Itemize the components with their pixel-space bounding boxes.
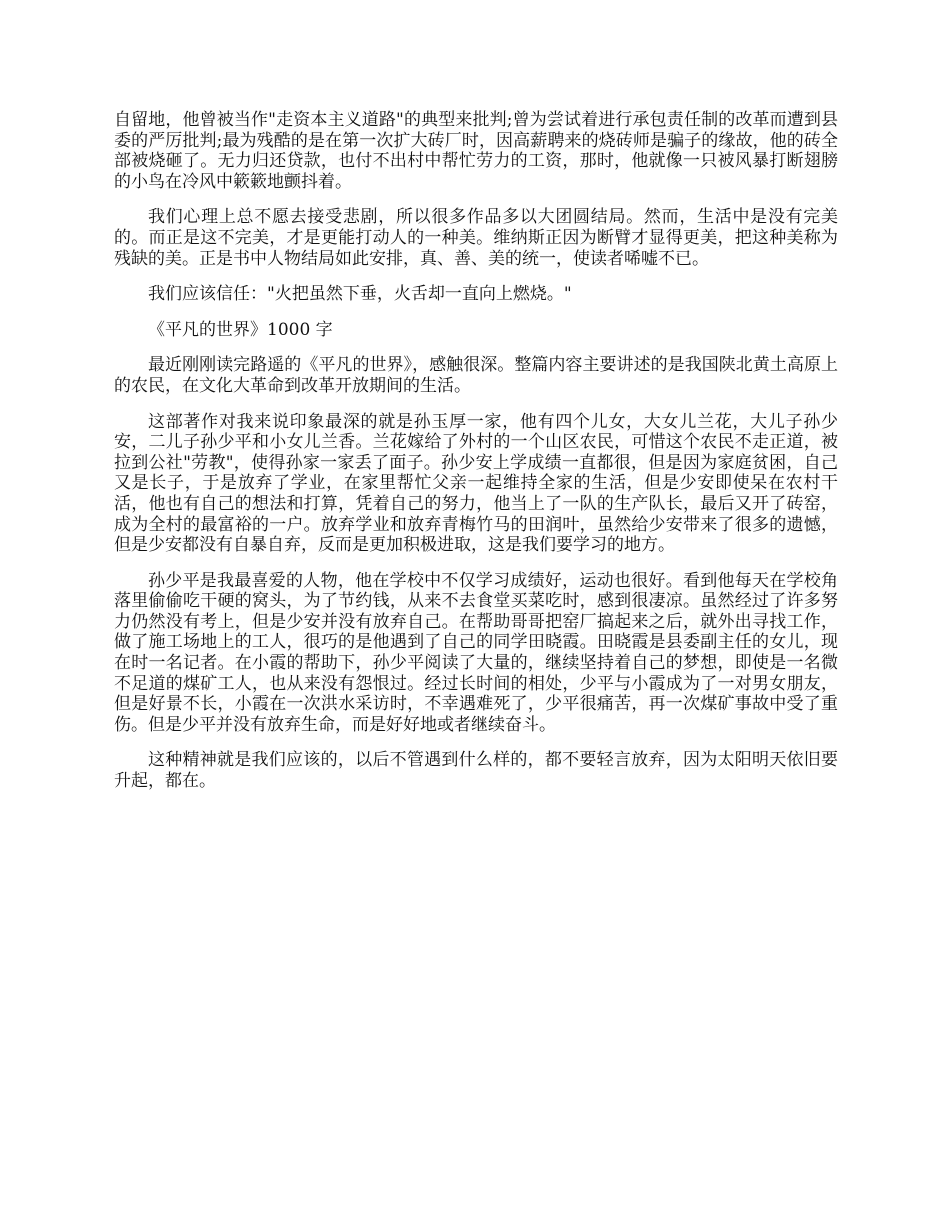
paragraph-8: 这种精神就是我们应该的，以后不管遇到什么样的，都不要轻言放弃，因为太阳明天依旧要升起，都在。 bbox=[114, 750, 838, 792]
paragraph-3: 我们应该信任："火把虽然下垂，火舌却一直向上燃烧。" bbox=[148, 284, 572, 305]
paragraph-1: 自留地，他曾被当作"走资本主义道路"的典型来批判;曾为尝试着进行承包责任制的改革而遭到县委的严厉批判;最为残酷的是在第一次扩大砖厂时，因高薪聘来的烧砖师是骗子的缘故，他的砖全部被烧砸了。无力归还贷款，也付不出村中帮忙劳力的工资，那时，他就像一只被风暴打断翅膀的小鸟在冷风中簌簌地颤抖着。 bbox=[114, 110, 838, 192]
section-title: 《平凡的世界》1000 字 bbox=[148, 319, 333, 340]
paragraph-7: 孙少平是我最喜爱的人物，他在学校中不仅学习成绩好，运动也很好。看到他每天在学校角落里偷偷吃干硬的窝头，为了节约钱，从来不去食堂买菜吃时，感到很凄凉。虽然经过了许多努力仍然没有考上，但是少安并没有放弃自己。在帮助哥哥把窑厂搞起来之后，就外出寻找工作，做了施工场地上的工人，很巧的是他遇到了自己的同学田晓霞。田晓霞是县委副主任的女儿，现在时一名记者。在小霞的帮助下，孙少平阅读了大量的，继续坚持着自己的梦想，即使是一名微不足道的煤矿工人，也从来没有怨恨过。经过长时间的相处，少平与小霞成为了一对男女朋友，但是好景不长，小霞在一次洪水采访时，不幸遇难死了，少平很痛苦，再一次煤矿事故中受了重伤。但是少平并没有放弃生命，而是好好地或者继续奋斗。 bbox=[114, 570, 838, 735]
paragraph-5: 最近刚刚读完路遥的《平凡的世界》，感触很深。整篇内容主要讲述的是我国陕北黄土高原上的农民，在文化大革命到改革开放期间的生活。 bbox=[114, 355, 838, 396]
paragraph-6: 这部著作对我来说印象最深的就是孙玉厚一家，他有四个儿女，大女儿兰花，大儿子孙少安，二儿子孙少平和小女儿兰香。兰花嫁给了外村的一个山区农民，可惜这个农民不走正道，被拉到公社"劳教"，使得孙家一家丢了面子。孙少安上学成绩一直都很，但是因为家庭贫困，自己又是长子，于是放弃了学业，在家里帮忙父亲一起维持全家的生活，但是少安即使呆在农村干活，他也有自己的想法和打算，凭着自己的努力，他当上了一队的生产队长，最后又开了砖窑，成为全村的最富裕的一户。放弃学业和放弃青梅竹马的田润叶，虽然给少安带来了很多的遗憾，但是少安都没有自暴自弃，反而是更加积极进取，这是我们要学习的地方。 bbox=[114, 411, 838, 556]
paragraph-2: 我们心理上总不愿去接受悲剧，所以很多作品多以大团圆结局。然而，生活中是没有完美的。而正是这不完美，才是更能打动人的一种美。维纳斯正因为断臂才显得更美，把这种美称为残缺的美。正是书中人物结局如此安排，真、善、美的统一，使读者唏嘘不已。 bbox=[114, 207, 838, 269]
document-page bbox=[114, 110, 838, 807]
